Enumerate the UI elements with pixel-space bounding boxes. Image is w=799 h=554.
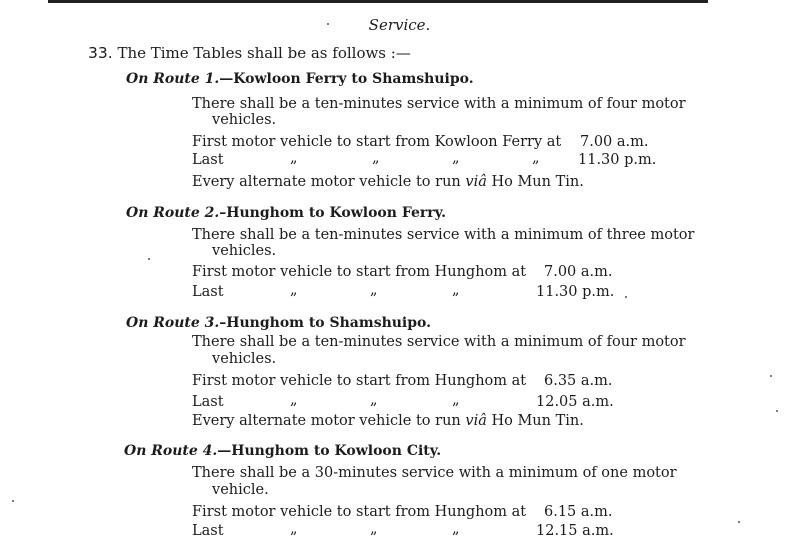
route-2-ditto: „ (290, 282, 298, 298)
route-3-first-time: 6.35 a.m. (544, 373, 613, 389)
route-3-ditto: „ (370, 392, 378, 408)
route-4-ditto: „ (370, 521, 378, 537)
route-4-ditto: „ (452, 521, 460, 537)
route-1-last-label: Last (192, 152, 224, 168)
route-3-note: Every alternate motor vehicle to run viâ Ho Mun Tin. (192, 413, 584, 429)
route-2-last-time: 11.30 p.m. (536, 284, 615, 300)
route-name: —Kowloon Ferry to Shamshuipo. (219, 71, 474, 87)
route-1-ditto: „ (372, 150, 380, 166)
route-1-service-line: There shall be a ten-minutes service with a minimum of four motor (192, 96, 686, 112)
route-4-last-time: 12.15 a.m. (536, 523, 614, 539)
route-4-ditto: „ (290, 521, 298, 537)
route-3-first-text: First motor vehicle to start from Hunghom at (192, 373, 527, 389)
paragraph-number: 33. (88, 44, 113, 62)
route-1-first-time: 7.00 a.m. (580, 134, 649, 150)
route-2-first-time: 7.00 a.m. (544, 264, 613, 280)
route-4-service-line: There shall be a 30-minutes service with a minimum of one motor (192, 465, 677, 481)
route-2-heading (126, 205, 446, 221)
scan-speck (148, 258, 150, 260)
route-name: —Hunghom to Kowloon City. (217, 443, 442, 459)
route-label: On Route 1. (126, 71, 220, 87)
route-4-service-cont: vehicle. (212, 482, 269, 498)
route-name: –Hunghom to Shamshuipo. (219, 315, 432, 331)
route-1-service-cont: vehicles. (212, 112, 277, 128)
route-2-ditto: „ (452, 282, 460, 298)
route-4-heading (124, 443, 441, 459)
intro-paragraph (88, 44, 411, 62)
scan-speck (12, 500, 14, 502)
route-1-heading (126, 71, 474, 87)
route-1-first-text: First motor vehicle to start from Kowloon Ferry at (192, 134, 562, 150)
route-label: On Route 2. (126, 205, 220, 221)
route-2-last-label: Last (192, 284, 224, 300)
route-3-service-cont: vehicles. (212, 351, 277, 367)
route-3-ditto: „ (290, 392, 298, 408)
route-3-ditto: „ (452, 392, 460, 408)
route-3-last-label: Last (192, 394, 224, 410)
scan-speck (770, 375, 772, 377)
route-3-last-time: 12.05 a.m. (536, 394, 614, 410)
route-2-service-line: There shall be a ten-minutes service with a minimum of three motor (192, 227, 695, 243)
scan-speck (327, 23, 329, 25)
route-4-last-label: Last (192, 523, 224, 539)
route-2-first-text: First motor vehicle to start from Hunghom at (192, 264, 527, 280)
route-1-note: Every alternate motor vehicle to run viâ Ho Mun Tin. (192, 174, 584, 190)
scan-speck (776, 410, 778, 412)
route-3-heading (126, 315, 431, 331)
section-title: Service. (368, 16, 431, 34)
route-1-last-time: 11.30 p.m. (578, 152, 657, 168)
route-1-ditto: „ (452, 150, 460, 166)
route-label: On Route 4. (124, 443, 218, 459)
route-3-service-line: There shall be a ten-minutes service with a minimum of four motor (192, 334, 686, 350)
route-4-first-time: 6.15 a.m. (544, 504, 613, 520)
route-label: On Route 3. (126, 315, 220, 331)
route-1-ditto: „ (290, 150, 298, 166)
route-name: –Hunghom to Kowloon Ferry. (219, 205, 447, 221)
scan-speck (738, 521, 740, 523)
scan-speck (625, 296, 627, 298)
route-4-first-text: First motor vehicle to start from Hunghom at (192, 504, 527, 520)
route-2-ditto: „ (370, 282, 378, 298)
route-2-service-cont: vehicles. (212, 243, 277, 259)
intro-text: The Time Tables shall be as follows :— (117, 44, 411, 62)
top-rule (48, 0, 708, 3)
route-1-ditto: „ (532, 150, 540, 166)
